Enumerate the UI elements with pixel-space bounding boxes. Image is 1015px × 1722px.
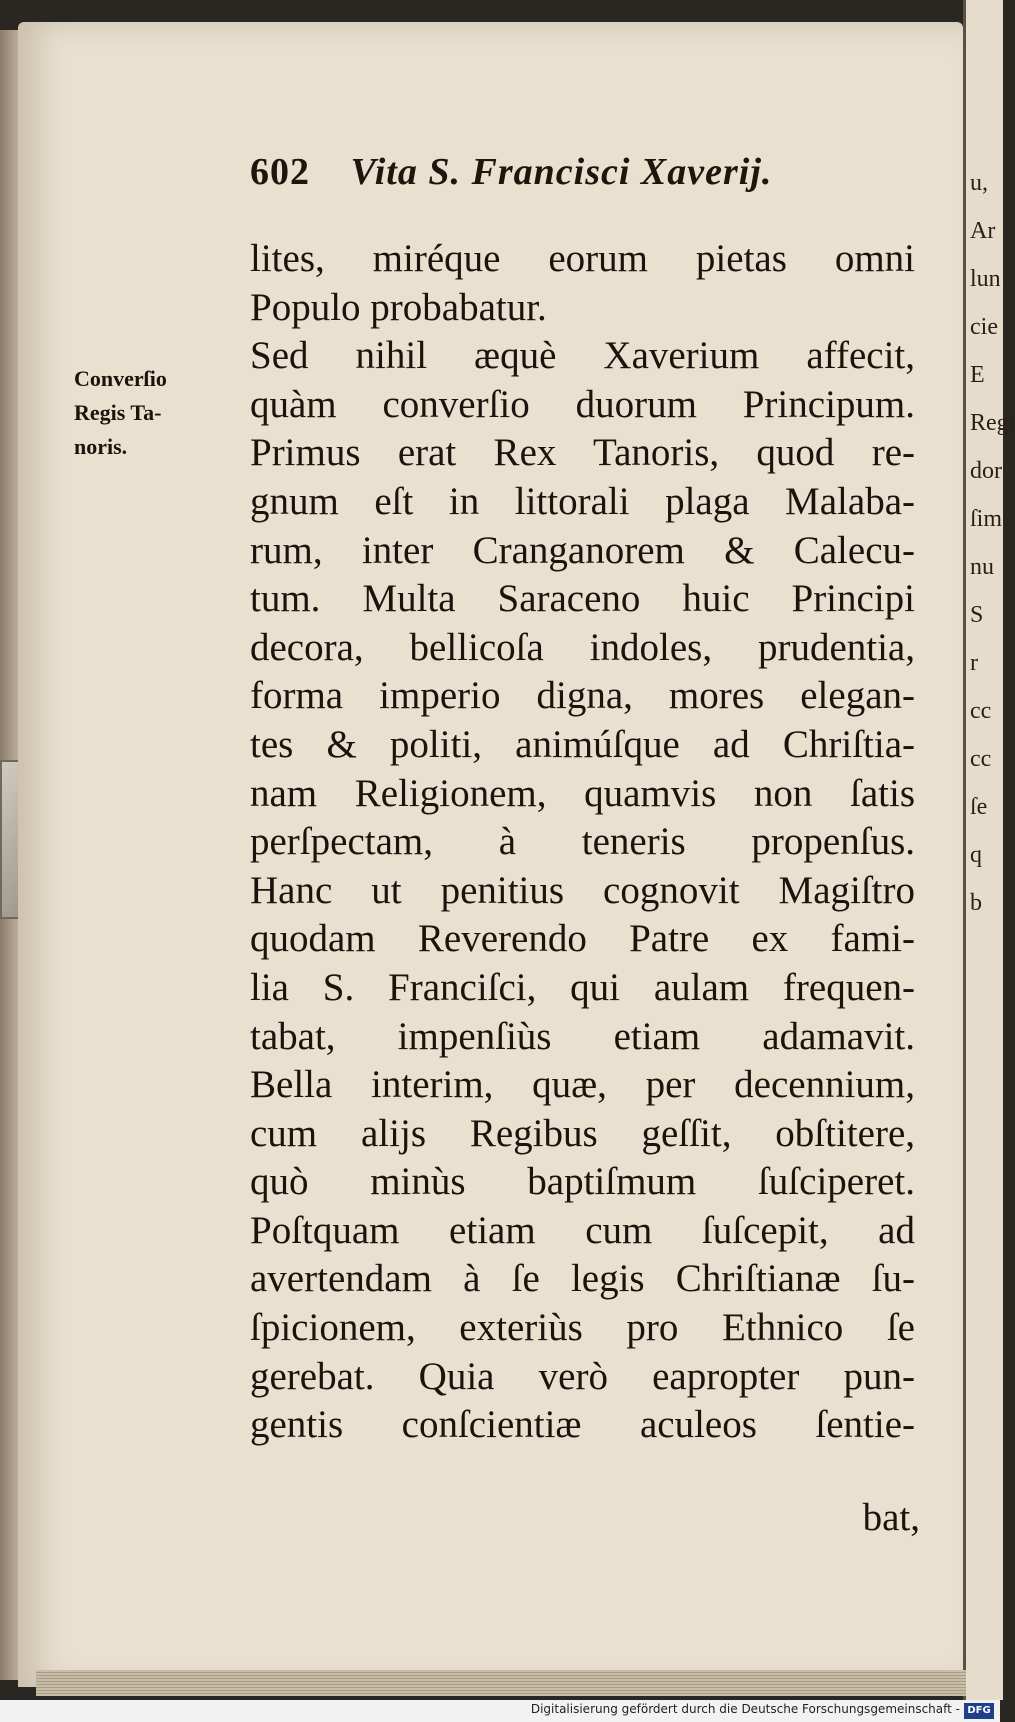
text-line: ſpicionem, exteriùs pro Ethnico ſe (250, 1306, 915, 1350)
body-text (250, 235, 915, 1450)
next-page-fragment: ſim (970, 506, 1003, 532)
running-title: Vita S. Francisci Xaverij. (350, 151, 773, 193)
next-page-fragment: dor (970, 458, 1002, 484)
next-page-fragment: q (970, 842, 982, 868)
dfg-logo: DFG (964, 1703, 994, 1719)
margin-note-line: Converſio (74, 366, 167, 391)
next-page-fragment: E (970, 362, 985, 388)
next-page-fragment: cc (970, 746, 992, 772)
text-line: lia S. Franciſci, qui aulam frequen- (250, 965, 915, 1009)
next-page-fragment: ſe (970, 794, 988, 820)
footer-bar (0, 1700, 1000, 1722)
text-line: tes & politi, animúſque ad Chriſtia- (250, 722, 915, 766)
text-line: tum. Multa Saraceno huic Principi (250, 577, 915, 621)
margin-note-line: Regis Ta- (74, 400, 162, 425)
text-line: decora, bellicoſa indoles, prudentia, (250, 625, 915, 669)
next-page-fragment: Ar (970, 218, 996, 244)
next-page-fragment: lun (970, 266, 1001, 292)
text-line: Populo probabatur. (250, 285, 547, 329)
text-line: forma imperio digna, mores elegan- (250, 674, 915, 718)
catchword: bat, (862, 1496, 920, 1539)
text-line: Hanc ut penitius cognovit Magiſtro (250, 868, 915, 912)
text-line: lites, miréque eorum pietas omni (250, 237, 915, 280)
footer-credit: Digitalisierung gefördert durch die Deutsche Forschungsgemeinschaft - (530, 1702, 960, 1716)
page-number: 602 (250, 151, 310, 193)
next-page-fragment: b (970, 890, 982, 916)
next-page-fragment: nu (970, 554, 994, 580)
text-line: gentis conſcientiæ aculeos ſentie- (250, 1403, 915, 1447)
text-line: perſpectam, à teneris propenſus. (250, 820, 915, 864)
next-page-fragment: r (970, 650, 978, 676)
text-line: nam Religionem, quamvis non ſatis (250, 771, 915, 815)
next-page-edge (963, 0, 1015, 1700)
running-head (250, 150, 772, 194)
next-page-fragment: cie (970, 314, 998, 340)
text-line: Bella interim, quæ, per decennium, (250, 1063, 915, 1107)
next-page-fragment: Regi (970, 410, 1015, 436)
text-line: tabat, impenſiùs etiam adamavit. (250, 1014, 915, 1058)
text-line: avertendam à ſe legis Chriſtianæ ſu- (250, 1257, 915, 1301)
text-line: Sed nihil æquè Xaverium affecit, (250, 334, 915, 378)
next-page-fragment: cc (970, 698, 992, 724)
next-page-fragment: u, (970, 170, 988, 196)
text-line: quò minùs baptiſmum ſuſciperet. (250, 1160, 915, 1204)
text-line: gnum eſt in littorali plaga Malaba- (250, 479, 915, 523)
margin-note-line: noris. (74, 434, 128, 459)
text-line: Primus erat Rex Tanoris, quod re- (250, 431, 915, 475)
next-page-fragment: S (970, 602, 984, 628)
text-line: quodam Reverendo Patre ex fami- (250, 917, 915, 961)
text-line: quàm converſio duorum Principum. (250, 382, 915, 426)
text-line: cum alijs Regibus geſſit, obſtitere, (250, 1111, 915, 1155)
margin-note (74, 362, 224, 464)
bottom-page-edges (36, 1670, 966, 1696)
text-line: gerebat. Quia verò eapropter pun- (250, 1354, 915, 1398)
text-line: Poſtquam etiam cum ſuſcepit, ad (250, 1208, 915, 1252)
text-line: rum, inter Cranganorem & Calecu- (250, 528, 915, 572)
